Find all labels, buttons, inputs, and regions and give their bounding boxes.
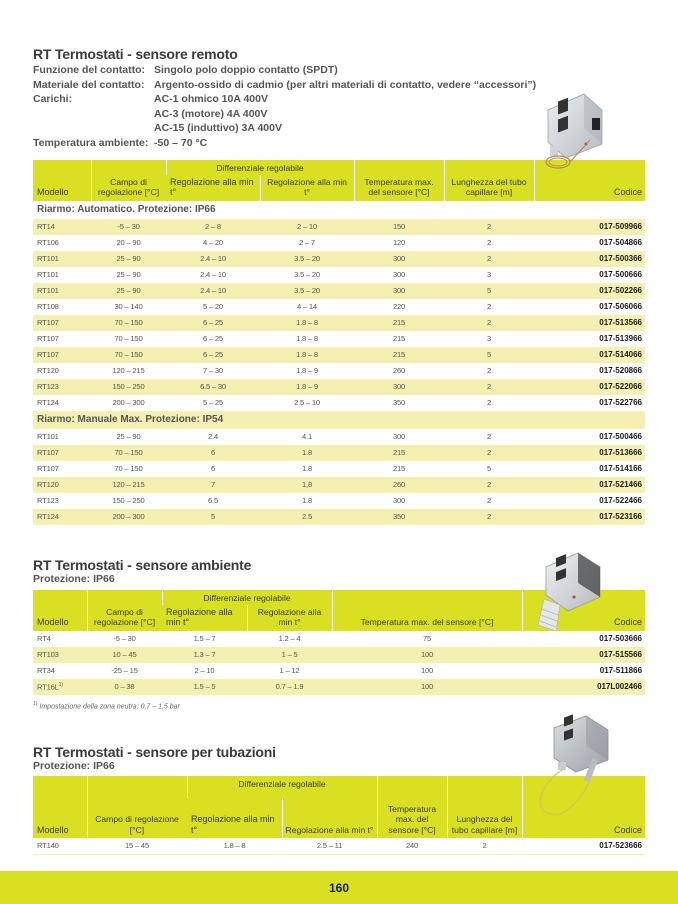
cell-reg1: 6 – 25 (203, 334, 223, 343)
cell-modello: RT124 (37, 398, 59, 407)
footnote-text: Impostazione della zona neutra: 0,7 – 1,5 bar (39, 702, 180, 710)
cell-modello: RT14 (33, 219, 91, 235)
cell-temp-max: 120 (392, 238, 406, 247)
header-lunghezza: Lunghezza del tubo capillare [m] (447, 776, 522, 838)
cell-lunghezza: 2 (487, 302, 492, 311)
modello-text: RT16L (37, 682, 59, 692)
cell-reg2: 1 – 12 (279, 666, 300, 675)
cell-reg1: 2 – 8 (166, 219, 260, 235)
cell-temp-max: 260 (354, 477, 444, 493)
group-label: Riarmo: Automatico. Protezione: IP66 (37, 204, 216, 215)
cell-reg2: 2 – 10 (260, 219, 354, 235)
cell-codice: 017-513966 (599, 334, 643, 343)
table-row (33, 838, 645, 854)
section-title: RT Termostati - sensore ambiente (33, 557, 252, 573)
cell-codice: 017-521466 (534, 477, 645, 493)
cell-reg1: 1.8 – 8 (223, 841, 246, 851)
cell-campo: 0 – 38 (87, 679, 162, 695)
page-number: 160 (328, 880, 350, 895)
cell-campo: 70 – 150 (114, 334, 143, 343)
cell-reg2: 1 – 5 (247, 647, 332, 663)
cell-temp-max: 300 (354, 251, 444, 267)
cell-modello: RT107 (33, 347, 91, 363)
cell-temp-max: 215 (354, 315, 444, 331)
cell-lunghezza: 2 (487, 432, 492, 441)
cell-temp-max: 300 (392, 496, 406, 505)
cell-modello (33, 647, 87, 663)
cell-modello: RT101 (37, 270, 59, 279)
cell-reg1: 1.5 – 5 (162, 679, 247, 695)
cell-campo: 70 – 150 (91, 347, 166, 363)
cell-reg1: 1.5 – 7 (193, 634, 216, 643)
cell-campo: 15 – 45 (125, 841, 149, 851)
cell-temp-max: 215 (354, 445, 444, 461)
table-row (33, 647, 645, 663)
table-row (33, 315, 645, 331)
cell-modello: RT120 (33, 477, 91, 493)
cell-codice: 017-523666 (599, 841, 643, 851)
cell-temp-max: 215 (392, 464, 406, 473)
header-differenziale: Differenziale regolabile (166, 160, 354, 175)
spec-label: Materiale del contatto: (33, 78, 145, 91)
cell-modello: RT107 (33, 315, 91, 331)
cell-campo: 20 – 90 (116, 238, 141, 247)
cell-reg2: 1.8 (302, 464, 312, 473)
cell-campo: 10 – 45 (87, 647, 162, 663)
spec-value: -50 – 70 °C (154, 136, 208, 149)
header-campo: Campo di regolazione [°C] (87, 590, 162, 631)
table-row (33, 331, 645, 347)
cell-reg1: 6 (210, 464, 216, 473)
cell-codice: 017-504866 (599, 238, 643, 247)
cell-modello: RT107 (37, 334, 59, 343)
cell-modello: RT101 (33, 251, 91, 267)
cell-codice: 017L002466 (522, 679, 645, 695)
cell-codice: 017-500366 (534, 251, 645, 267)
table-row (33, 379, 645, 395)
table-row (33, 251, 645, 267)
cell-reg2: 0.7 – 1.9 (247, 679, 332, 695)
cell-campo: 150 – 250 (91, 379, 166, 395)
cell-campo: 70 – 150 (91, 315, 166, 331)
cell-campo: 150 – 250 (112, 496, 145, 505)
header-lunghezza: Lunghezza del tubo capillare [m] (444, 160, 534, 201)
cell-modello: RT106 (37, 238, 59, 247)
table-row (33, 663, 645, 679)
modello-text: RT34 (37, 666, 55, 675)
group-label: Riarmo: Manuale Max. Protezione: IP54 (33, 411, 645, 429)
cell-temp-max: 300 (392, 432, 406, 441)
cell-campo: 200 – 300 (91, 509, 166, 525)
page-footer (0, 871, 678, 904)
section-title: RT Termostati - sensore per tubazioni (33, 744, 276, 760)
cell-codice: 017-522466 (599, 496, 643, 505)
cell-temp-max: 300 (354, 379, 444, 395)
cell-campo: 120 – 215 (112, 366, 145, 375)
section-title: RT Termostati - sensore remoto (33, 46, 238, 62)
thermostat-pipe-image (530, 714, 630, 818)
spec-value: AC-15 (induttivo) 3A 400V (154, 122, 282, 134)
cell-campo: 120 – 215 (91, 477, 166, 493)
cell-reg2: 1.8 – 8 (296, 334, 318, 343)
header-modello: Modello (33, 160, 91, 201)
cell-campo: 25 – 90 (116, 270, 141, 279)
cell-modello: RT123 (33, 379, 91, 395)
cell-reg2: 2.5 – 10 (294, 398, 320, 407)
cell-codice: 017-511866 (599, 666, 643, 675)
ambient-table-body (33, 631, 645, 695)
cell-reg1: 5 – 25 (203, 398, 223, 407)
cell-lunghezza: 2 (444, 379, 534, 395)
cell-lunghezza: 5 (487, 464, 492, 473)
cell-reg1: 6 – 25 (166, 347, 260, 363)
cell-campo: 25 – 90 (116, 432, 141, 441)
header-codice: Codice (522, 590, 645, 631)
cell-campo: -5 – 30 (113, 634, 136, 643)
spec-label: Funzione del contatto: (33, 64, 145, 76)
cell-reg2: 1.8 – 9 (260, 379, 354, 395)
cell-codice: 017-514166 (599, 464, 643, 473)
thermostat-ambient-image (534, 549, 614, 633)
cell-codice: 017-515566 (522, 647, 645, 663)
cell-reg2: 1.8 (302, 496, 312, 505)
table-row (33, 445, 645, 461)
cell-campo: 200 – 300 (112, 398, 145, 407)
cell-codice: 017-503666 (599, 634, 643, 643)
table-row (33, 477, 645, 493)
cell-reg1: 5 – 20 (203, 302, 223, 311)
spec-label: Carichi: (33, 93, 73, 105)
header-differenziale: Differenziale regolabile (162, 590, 332, 605)
cell-temp-max: 350 (392, 398, 406, 407)
cell-reg2: 1.8 – 8 (260, 315, 354, 331)
cell-temp-max: 350 (354, 509, 444, 525)
cell-lunghezza: 3 (487, 270, 492, 279)
header-reg1: Regolazione alla min t° (166, 175, 260, 201)
cell-codice: 017-520866 (599, 366, 643, 375)
cell-temp-max: 100 (420, 666, 434, 675)
spec-value: AC-1 ohmico 10A 400V (154, 93, 268, 105)
cell-reg2: 3.5 – 20 (260, 283, 354, 299)
cell-modello: RT120 (37, 366, 59, 375)
header-modello: Modello (33, 590, 87, 631)
spec-label: Temperatura ambiente: (33, 136, 149, 149)
header-codice: Codice (522, 776, 645, 838)
cell-temp-max: 150 (354, 219, 444, 235)
cell-temp-max: 215 (392, 334, 406, 343)
cell-reg2: 4 – 14 (297, 302, 317, 311)
cell-campo: 25 – 90 (91, 251, 166, 267)
header-codice: Codice (534, 160, 645, 201)
cell-modello (33, 631, 87, 647)
cell-lunghezza: 2 (482, 841, 487, 851)
cell-modello: RT107 (37, 464, 59, 473)
cell-reg1: 4 – 20 (203, 238, 223, 247)
cell-campo: 70 – 150 (114, 464, 143, 473)
cell-modello: RT101 (33, 283, 91, 299)
cell-codice: 017-502266 (534, 283, 645, 299)
cell-modello: RT107 (33, 445, 91, 461)
header-reg2: Regolazione alla min t° (247, 605, 332, 631)
cell-modello: RT101 (37, 432, 59, 441)
spec-value: Singolo polo doppio contatto (SPDT) (154, 64, 338, 76)
cell-reg1: 7 – 30 (203, 366, 223, 375)
table-row (33, 283, 645, 299)
cell-temp-max: 300 (354, 283, 444, 299)
cell-temp-max: 260 (392, 366, 406, 375)
cell-reg1: 2.4 (208, 432, 218, 441)
cell-temp-max: 100 (332, 647, 522, 663)
table-row (33, 679, 645, 695)
spec-value: Argento-ossido di cadmio (per altri materiali di contatto, vedere “accessori”) (154, 78, 537, 91)
cell-lunghezza: 3 (487, 334, 492, 343)
cell-codice: 017-522066 (534, 379, 645, 395)
cell-lunghezza: 2 (444, 509, 534, 525)
table-row (33, 509, 645, 525)
table-row (33, 235, 645, 251)
cell-lunghezza: 2 (487, 238, 492, 247)
table-row (33, 267, 645, 283)
remote-sensor-table (33, 160, 645, 525)
spec-value: AC-3 (motore) 4A 400V (154, 107, 268, 120)
cell-reg1: 6.5 – 30 (166, 379, 260, 395)
group-row-automatic (33, 201, 645, 219)
pipe-table-body (33, 838, 645, 854)
cell-lunghezza: 2 (444, 477, 534, 493)
cell-reg1: 6.5 (208, 496, 218, 505)
cell-codice: 017-514066 (534, 347, 645, 363)
cell-reg2: 3.5 – 20 (260, 251, 354, 267)
cell-lunghezza: 5 (444, 283, 534, 299)
cell-temp-max: 220 (392, 302, 406, 311)
cell-lunghezza: 2 (487, 398, 492, 407)
cell-reg1: 2.4 – 10 (166, 283, 260, 299)
cell-reg2: 1.8 – 9 (296, 366, 318, 375)
cell-campo: 30 – 140 (114, 302, 143, 311)
footnote-ref: 1) (58, 681, 63, 688)
footnote-mark: 1) (33, 700, 38, 707)
cell-lunghezza: 5 (444, 347, 534, 363)
cell-modello (33, 679, 87, 695)
section-subtitle: Protezione: IP66 (33, 573, 115, 585)
cell-reg1: 6 – 25 (166, 315, 260, 331)
remote-table-body (33, 201, 645, 525)
cell-reg1: 2.4 – 10 (200, 270, 226, 279)
cell-reg2: 2.5 – 11 (316, 841, 343, 851)
header-differenziale: Differenziale regolabile (187, 776, 377, 798)
modello-text: RT103 (37, 650, 59, 659)
cell-reg1: 7 (166, 477, 260, 493)
header-reg2: Regolazione alla min t° (282, 798, 377, 838)
group-row-manual (33, 411, 645, 429)
header-reg1: Regolazione alla min t° (187, 798, 282, 838)
cell-campo: 70 – 150 (91, 445, 166, 461)
cell-campo: -25 – 15 (111, 666, 138, 675)
header-campo: Campo di regolazione [°C] (91, 160, 166, 201)
modello-text: RT4 (37, 634, 51, 643)
cell-modello: RT140 (37, 841, 59, 851)
table-row (33, 429, 645, 445)
cell-reg1: 1.3 – 7 (162, 647, 247, 663)
cell-campo: 25 – 90 (91, 283, 166, 299)
spec-label (33, 107, 154, 122)
cell-temp-max: 300 (392, 270, 406, 279)
header-temp-max: Temperatura max. del sensore [°C] (354, 160, 444, 201)
cell-reg2: 1.8 (260, 445, 354, 461)
cell-codice: 017-523166 (534, 509, 645, 525)
thermostat-capillary-image (540, 88, 626, 170)
cell-reg1: 5 (166, 509, 260, 525)
cell-reg2: 2.5 (260, 509, 354, 525)
cell-reg1: 2.4 – 10 (166, 251, 260, 267)
cell-lunghezza: 2 (487, 496, 492, 505)
cell-reg2: 1.8 – 8 (260, 347, 354, 363)
header-reg2: Regolazione alla min t° (260, 175, 354, 201)
cell-temp-max: 215 (354, 347, 444, 363)
cell-codice: 017-513666 (534, 445, 645, 461)
cell-lunghezza: 2 (444, 219, 534, 235)
cell-modello: RT124 (33, 509, 91, 525)
cell-reg1: 2 – 10 (194, 666, 215, 675)
header-campo: Campo di regolazione [°C] (87, 776, 187, 838)
header-temp-max: Temperatura max. del sensore [°C] (332, 590, 522, 631)
cell-modello: RT108 (37, 302, 59, 311)
cell-codice: 017-500466 (599, 432, 643, 441)
table-row (33, 493, 645, 509)
cell-lunghezza: 2 (444, 251, 534, 267)
header-temp-max: Temperatura max. del sensore [°C] (377, 776, 447, 838)
cell-reg2: 3.5 – 20 (294, 270, 320, 279)
cell-campo: -5 – 30 (91, 219, 166, 235)
cell-codice: 017-506066 (599, 302, 643, 311)
table-row (33, 299, 645, 315)
cell-codice: 017-500666 (599, 270, 643, 279)
cell-temp-max: 100 (332, 679, 522, 695)
cell-reg2: 2 – 7 (299, 238, 315, 247)
cell-reg2: 1,8 (260, 477, 354, 493)
table-row (33, 363, 645, 379)
header-modello: Modello (33, 776, 87, 838)
cell-codice: 017-513566 (534, 315, 645, 331)
cell-reg2: 1.2 – 4 (278, 634, 301, 643)
cell-lunghezza: 2 (444, 445, 534, 461)
footnote (33, 701, 645, 710)
cell-lunghezza: 2 (444, 315, 534, 331)
section-subtitle: Protezione: IP66 (33, 760, 115, 772)
cell-lunghezza: 2 (487, 366, 492, 375)
table-row (33, 219, 645, 235)
cell-reg2: 4.1 (302, 432, 312, 441)
cell-codice: 017-522766 (599, 398, 643, 407)
cell-codice: 017-509966 (534, 219, 645, 235)
spec-label (33, 121, 154, 136)
table-row (33, 395, 645, 411)
header-reg1: Regolazione alla min t° (162, 605, 247, 631)
cell-reg1: 6 (166, 445, 260, 461)
cell-temp-max: 75 (422, 634, 432, 643)
table-row (33, 461, 645, 477)
cell-modello (33, 663, 87, 679)
cell-modello: RT123 (37, 496, 59, 505)
table-row (33, 347, 645, 363)
cell-temp-max: 240 (405, 841, 419, 851)
